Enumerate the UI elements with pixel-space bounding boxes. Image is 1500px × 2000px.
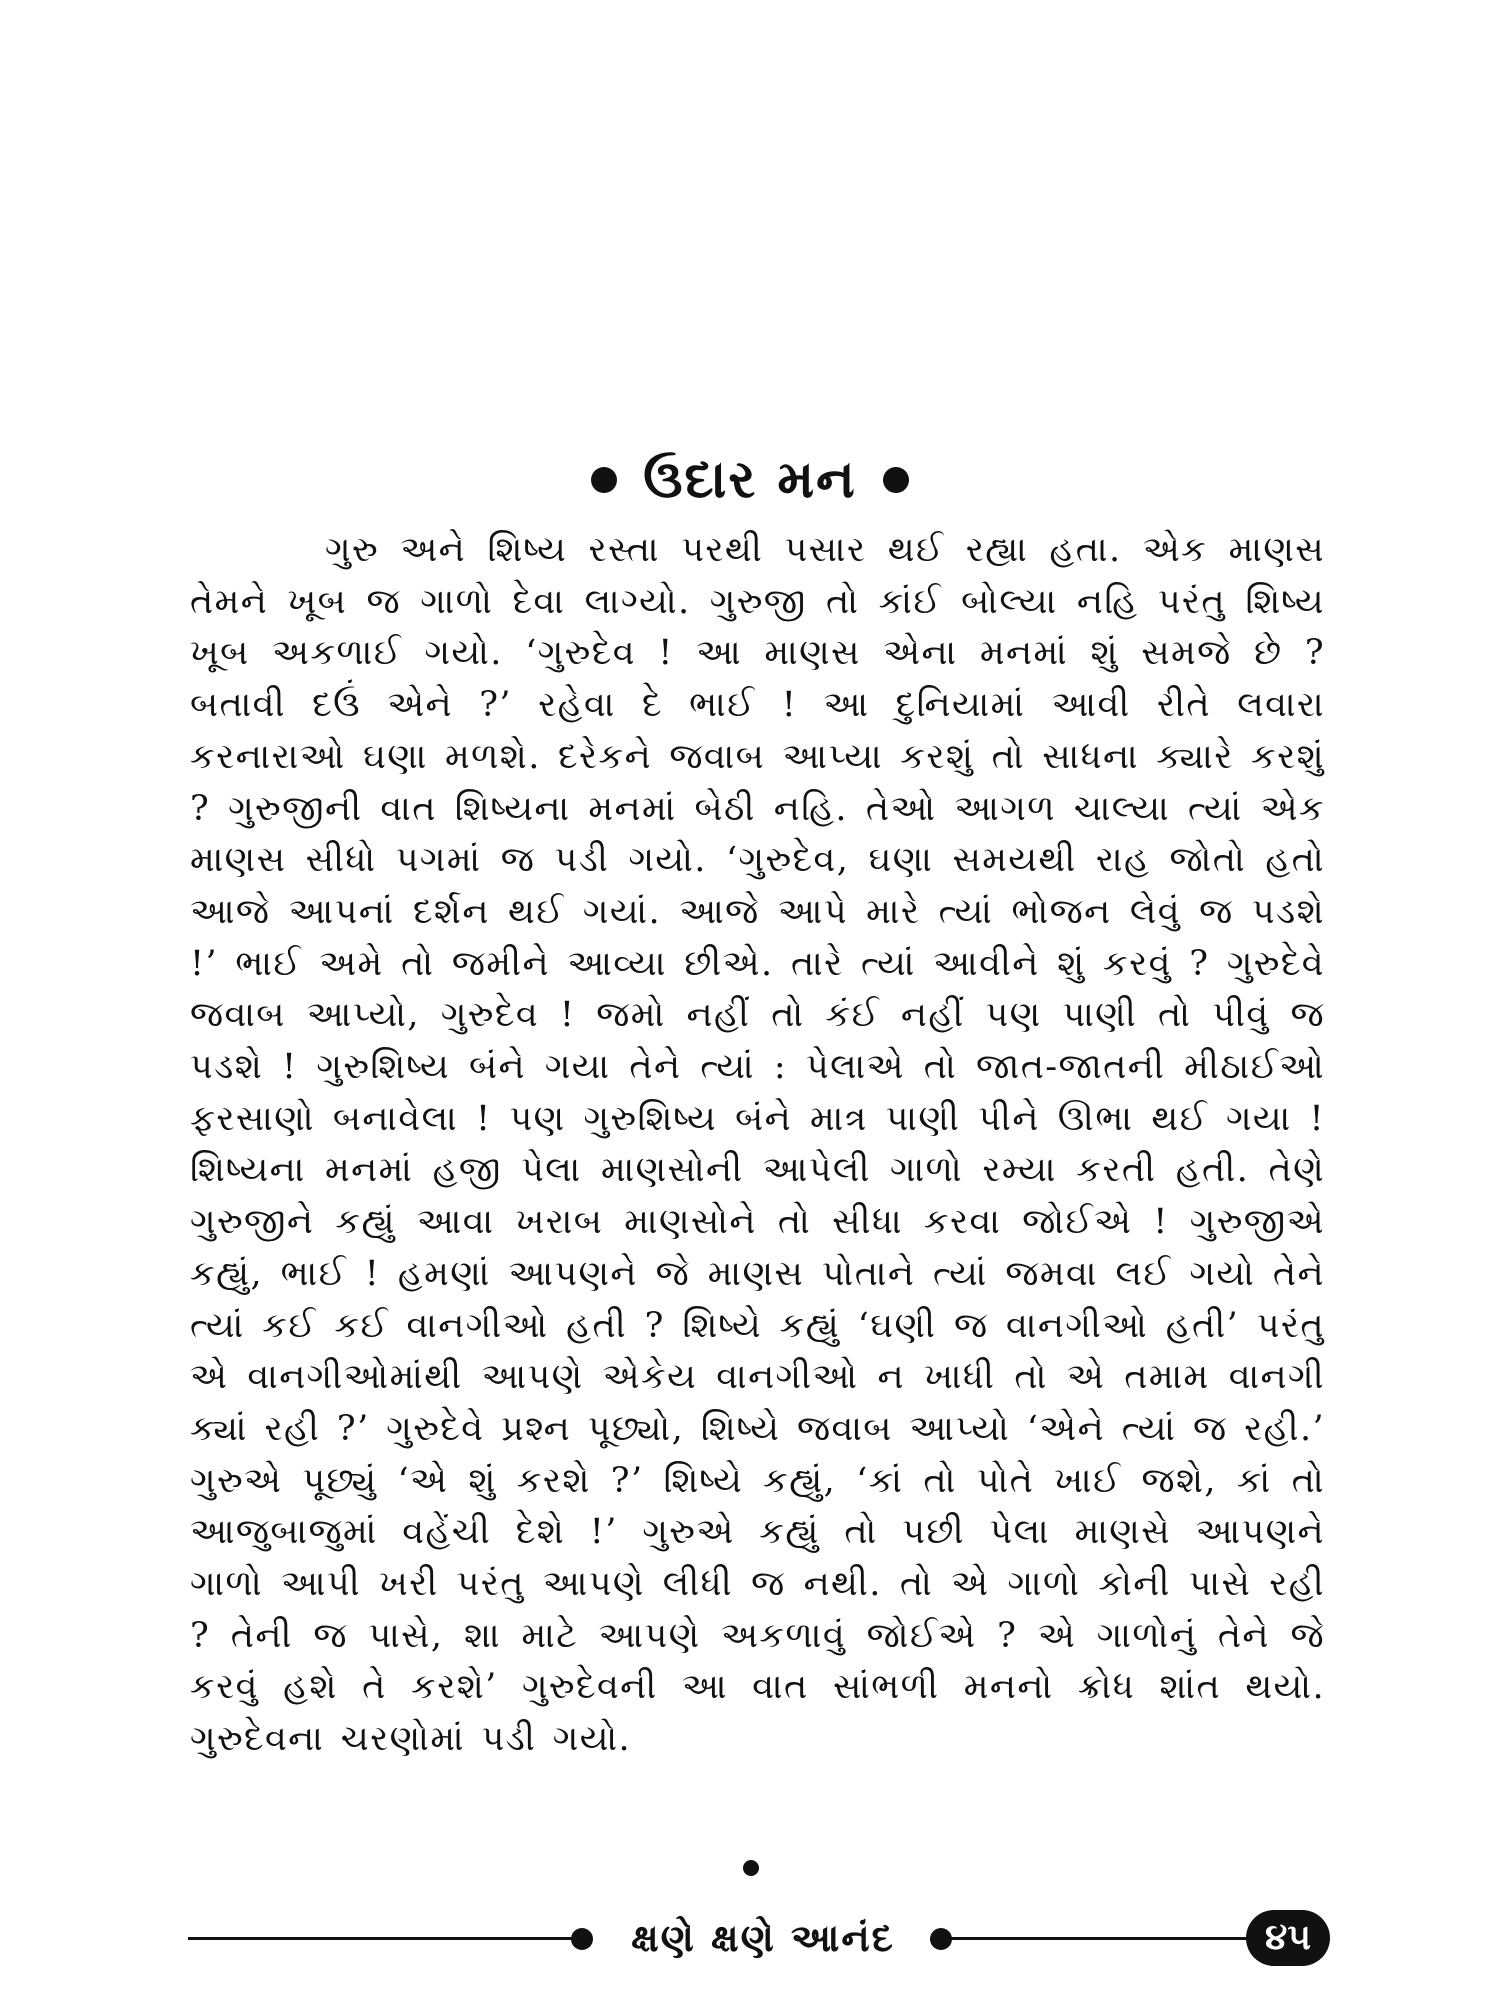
chapter-heading (0, 440, 1500, 520)
footer-rule-right (948, 1937, 1248, 1940)
footer-book-title: ક્ષણે ક્ષણે આનંદ (631, 1916, 895, 1960)
page-number-badge: ૪૫ (1246, 1910, 1330, 1966)
bullet-icon (571, 1928, 593, 1950)
page-footer (188, 1908, 1318, 1968)
chapter-title: ઉદાર મન (643, 450, 857, 510)
body-paragraph: ગુરુ અને શિષ્ય રસ્તા પરથી પસાર થઈ રહ્યા હતા. એક માણસ તેમને ખૂબ જ ગાળો દેવા લાગ્યો. ગુરુજી તો કાંઈ બોલ્યા નહિ પરંતુ શિષ્ય ખૂબ અકળાઈ ગયો. ‘ગુરુદેવ ! આ માણસ એના મનમાં શું સમજે છે ? બતાવી દઉં એને ?’ રહેવા દે ભાઈ ! આ દુનિયામાં આવી રીતે લવારા કરનારાઓ ઘણા મળશે. દરેકને જવાબ આપ્યા કરશું તો સાધના ક્યારે કરશું ? ગુરુજીની વાત શિષ્યના મનમાં બેઠી નહિ. તેઓ આગળ ચાલ્યા ત્યાં એક માણસ સીધો પગમાં જ પડી ગયો. ‘ગુરુદેવ, ઘણા સમયથી રાહ જોતો હતો આજે આપનાં દર્શન થઈ ગયાં. આજે આપે મારે ત્યાં ભોજન લેવું જ પડશે !’ ભાઈ અમે તો જમીને આવ્યા છીએ. તારે ત્યાં આવીને શું કરવું ? ગુરુદેવે જવાબ આપ્યો, ગુરુદેવ ! જમો નહીં તો કંઈ નહીં પણ પાણી તો પીવું જ પડશે ! ગુરુશિષ્ય બંને ગયા તેને ત્યાં : પેલાએ તો જાત-જાતની મીઠાઈઓ ફરસાણો બનાવેલા ! પણ ગુરુશિષ્ય બંને માત્ર પાણી પીને ઊભા થઈ ગયા ! શિષ્યના મનમાં હજી પેલા માણસોની આપેલી ગાળો રમ્યા કરતી હતી. તેણે ગુરુજીને કહ્યું આવા ખરાબ માણસોને તો સીધા કરવા જોઈએ ! ગુરુજીએ કહ્યું, ભાઈ ! હમણાં આપણને જે માણસ પોતાને ત્યાં જમવા લઈ ગયો તેને ત્યાં કઈ કઈ વાનગીઓ હતી ? શિષ્યે કહ્યું ‘ઘણી જ વાનગીઓ હતી’ પરંતુ એ વાનગીઓમાંથી આપણે એકેય વાનગીઓ ન ખાધી તો એ તમામ વાનગી ક્યાં રહી ?’ ગુરુદેવે પ્રશ્ન પૂછ્યો, શિષ્યે જવાબ આપ્યો ‘એને ત્યાં જ રહી.’ ગુરુએ પૂછ્યું ‘એ શું કરશે ?’ શિષ્યે કહ્યું, ‘કાં તો પોતે ખાઈ જશે, કાં તો આજુબાજુમાં વહેંચી દેશે !’ ગુરુએ કહ્યું તો પછી પેલા માણસે આપણને ગાળો આપી ખરી પરંતુ આપણે લીધી જ નથી. તો એ ગાળો કોની પાસે રહી ? તેની જ પાસે, શા માટે આપણે અકળાવું જોઈએ ? એ ગાળોનું તેને જે કરવું હશે તે કરશે’ ગુરુદેવની આ વાત સાંભળી મનનો ક્રોધ શાંત થયો. ગુરુદેવના ચરણોમાં પડી ગયો. (190, 530, 1325, 1760)
footer-rule-left (188, 1937, 578, 1940)
bullet-icon (883, 467, 909, 493)
end-of-story-dot-icon (743, 1860, 759, 1876)
bullet-icon (591, 467, 617, 493)
